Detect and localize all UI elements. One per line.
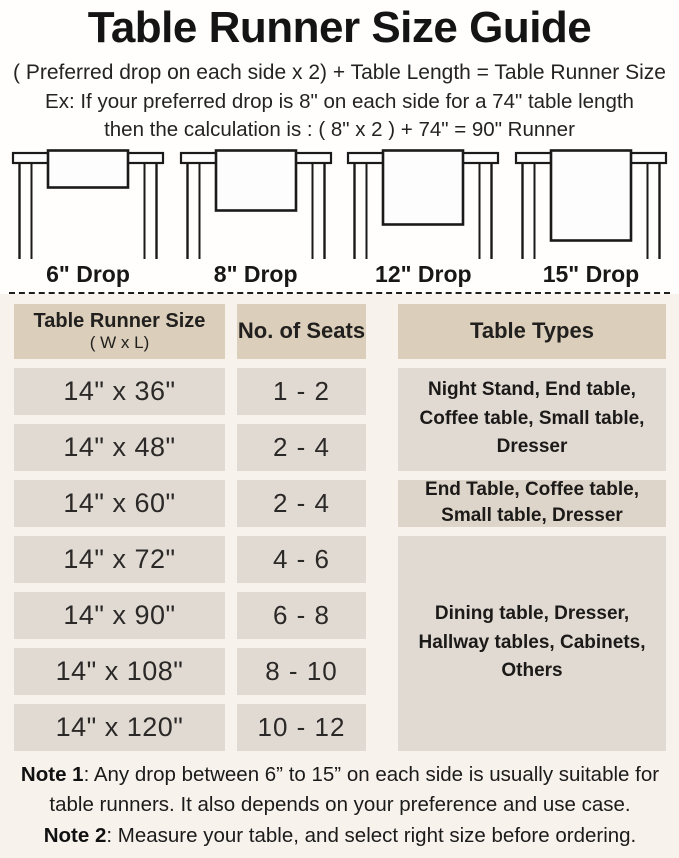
table-runner-drop-diagram-15 (513, 148, 669, 260)
drop-label-15: 15" Drop (542, 260, 640, 287)
header-table-types: Table Types (398, 304, 666, 359)
runner-size-value: 14" x 60" (14, 480, 225, 527)
note-2-label: Note 2 (43, 824, 107, 848)
illustration-6-drop (10, 148, 166, 288)
notes-section (14, 751, 666, 852)
seats-value: 4 - 6 (237, 536, 366, 583)
example-text-line2: then the calculation is : ( 8" x 2 ) + 74" = 90" Runner (104, 117, 575, 141)
header-runner-size-subtitle: ( W x L) (89, 332, 150, 352)
header-runner-size-title: Table Runner Size (33, 309, 206, 332)
drop-label-12: 12" Drop (375, 260, 472, 287)
header-seats: No. of Seats (237, 304, 366, 359)
table-types-group-large: Dining table, Dresser, Hallway tables, Cabinets, Others (398, 536, 666, 751)
seats-value: 1 - 2 (237, 368, 366, 415)
seats-value: 2 - 4 (237, 480, 366, 527)
size-guide-section (0, 294, 679, 858)
note-2-text: : Measure your table, and select right size before ordering. (106, 824, 637, 848)
illustration-8-drop (178, 148, 334, 288)
note-1-label: Note 1 (20, 762, 84, 786)
seats-value: 10 - 12 (237, 704, 366, 751)
intro-section (0, 0, 679, 294)
drop-label-6: 6" Drop (46, 260, 130, 287)
table-runner-drop-diagram-12 (345, 148, 501, 260)
formula-text: ( Preferred drop on each side x 2) + Table Length = Table Runner Size (13, 60, 666, 84)
page-title: Table Runner Size Guide (87, 3, 592, 52)
runner-size-value: 14" x 108" (14, 648, 225, 695)
drop-label-8: 8" Drop (213, 260, 298, 287)
seats-value: 6 - 8 (237, 592, 366, 639)
runner-size-value: 14" x 72" (14, 536, 225, 583)
size-table-body (14, 368, 666, 751)
header-runner-size (14, 304, 225, 359)
size-table-header (14, 304, 666, 359)
seats-value: 2 - 4 (237, 424, 366, 471)
note-1 (18, 760, 662, 822)
runner-size-value: 14" x 36" (14, 368, 225, 415)
table-runner-drop-diagram-6 (10, 148, 166, 260)
runner-size-value: 14" x 48" (14, 424, 225, 471)
example-text-line1: Ex: If your preferred drop is 8" on each side for a 74" table length (45, 89, 634, 113)
illustration-15-drop (513, 148, 669, 288)
seats-value: 8 - 10 (237, 648, 366, 695)
drop-illustrations (0, 142, 679, 288)
table-runner-drop-diagram-8 (178, 148, 334, 260)
table-types-group-medium: End Table, Coffee table, Small table, Dresser (398, 480, 666, 527)
runner-size-value: 14" x 120" (14, 704, 225, 751)
illustration-12-drop (345, 148, 501, 288)
table-types-group-small: Night Stand, End table, Coffee table, Small table, Dresser (398, 368, 666, 471)
note-1-text: : Any drop between 6” to 15” on each side is usually suitable for table runners. It also depends on your preference and use case. (49, 762, 660, 817)
runner-size-value: 14" x 90" (14, 592, 225, 639)
